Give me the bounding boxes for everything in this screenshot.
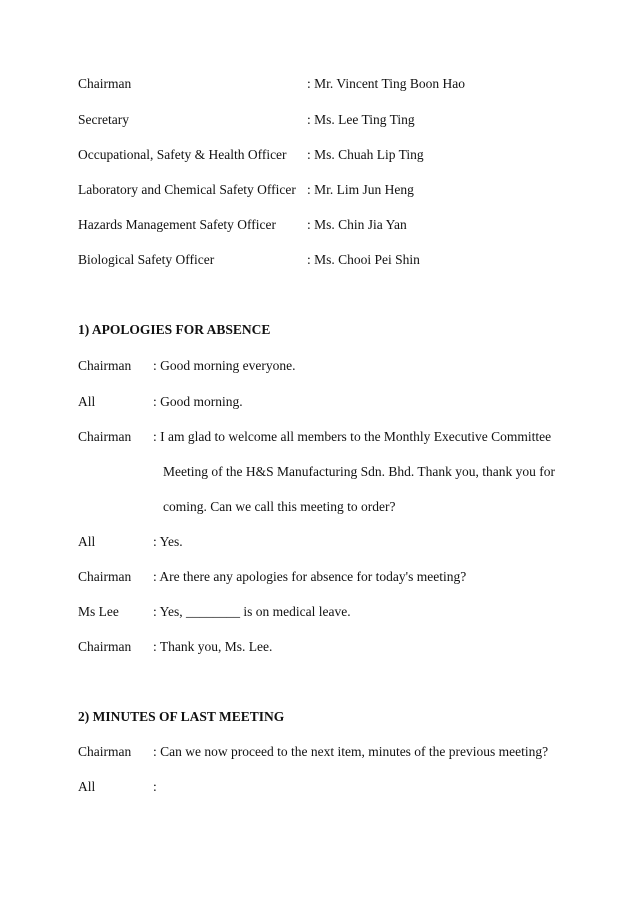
speech-continuation: coming. Can we call this meeting to order? [163, 499, 396, 514]
speaker: All [78, 394, 96, 409]
speaker: All [78, 779, 96, 794]
member-name: : Ms. Chuah Lip Ting [307, 147, 424, 162]
speech: : Yes, ________ is on medical leave. [153, 604, 351, 619]
member-name: : Ms. Chin Jia Yan [307, 217, 407, 232]
speaker: Chairman [78, 744, 132, 759]
member-role: Chairman [78, 76, 132, 91]
speaker: Chairman [78, 639, 132, 654]
member-name: : Mr. Vincent Ting Boon Hao [307, 76, 465, 91]
member-role: Secretary [78, 112, 129, 127]
member-name: : Mr. Lim Jun Heng [307, 182, 414, 197]
member-role: Occupational, Safety & Health Officer [78, 147, 287, 162]
member-name: : Ms. Chooi Pei Shin [307, 252, 420, 267]
member-role: Laboratory and Chemical Safety Officer [78, 182, 296, 197]
speech: : [153, 779, 157, 794]
section-heading-minutes: 2) MINUTES OF LAST MEETING [78, 709, 285, 724]
speech-continuation: Meeting of the H&S Manufacturing Sdn. Bhd. Thank you, thank you for [163, 464, 555, 479]
speaker: All [78, 534, 96, 549]
speech: : Thank you, Ms. Lee. [153, 639, 273, 654]
speech: : Can we now proceed to the next item, minutes of the previous meeting? [153, 744, 549, 759]
speaker: Chairman [78, 429, 132, 444]
speaker: Chairman [78, 358, 132, 373]
speaker: Ms Lee [78, 604, 119, 619]
member-role: Biological Safety Officer [78, 252, 215, 267]
member-name: : Ms. Lee Ting Ting [307, 112, 415, 127]
speech: : Are there any apologies for absence for today's meeting? [153, 569, 467, 584]
section-heading-apologies: 1) APOLOGIES FOR ABSENCE [78, 322, 271, 337]
speech: : I am glad to welcome all members to the Monthly Executive Committee [153, 429, 552, 444]
speech: : Yes. [153, 534, 183, 549]
speech: : Good morning everyone. [153, 358, 296, 373]
speech: : Good morning. [153, 394, 243, 409]
speaker: Chairman [78, 569, 132, 584]
member-role: Hazards Management Safety Officer [78, 217, 277, 232]
